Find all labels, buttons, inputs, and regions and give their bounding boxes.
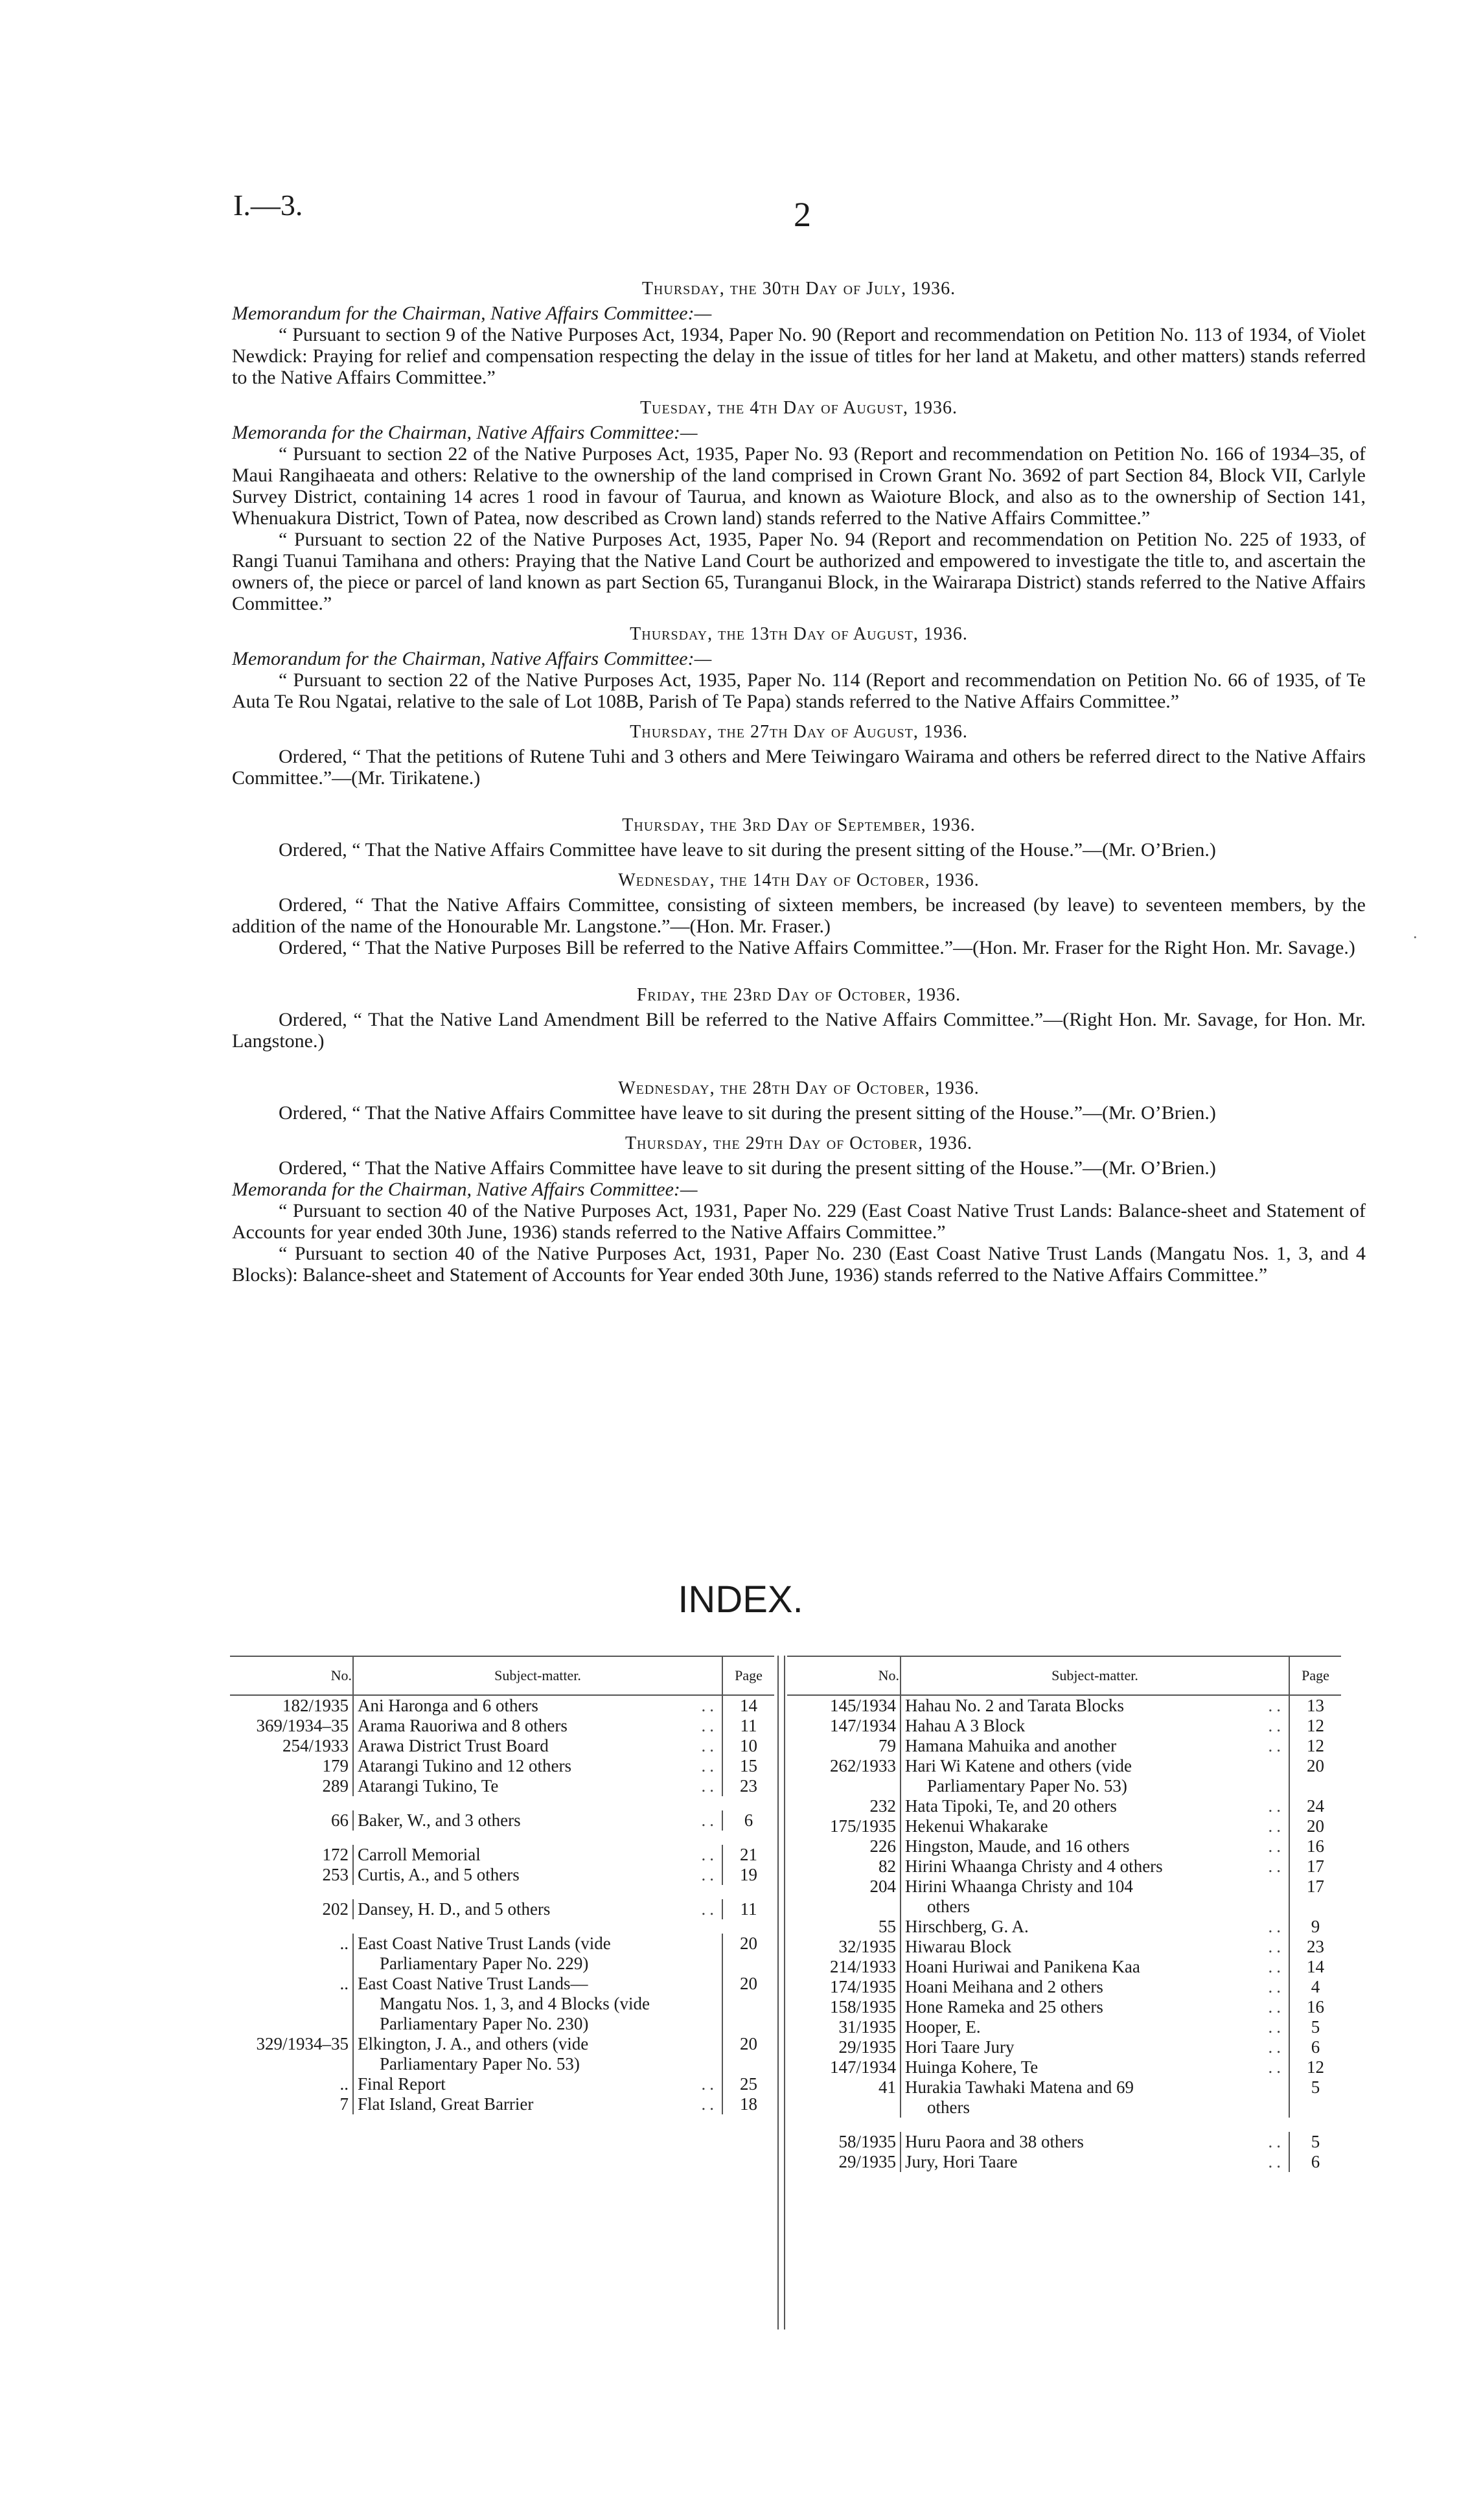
index-row [787,2077,1341,2118]
index-page: 14 [740,1696,757,1715]
index-row [787,1957,1341,1977]
leader-dots: .. [1268,1716,1285,1735]
index-subject [901,1917,1289,1937]
entry-paragraph: Ordered, “ That the Native Affairs Committee have leave to sit during the present sitting of the House.”—(Mr. O’Brien.) [279,1157,1216,1179]
index-subject [353,2094,722,2114]
index-number: 175/1935 [787,1816,901,1836]
index-subject-text: Hoani Huriwai and Panikena Kaa [905,1957,1140,1976]
index-subject-text: Atarangi Tukino, Te [358,1776,499,1796]
leader-dots [588,2034,718,2054]
index-subject-text: Hingston, Maude, and 16 others [905,1836,1130,1856]
index-row [230,1845,774,1865]
index-subject-text: Jury, Hori Taare [905,2152,1018,2171]
index-number: 369/1934–35 [230,1716,353,1736]
index-row [787,1756,1341,1796]
index-subject [901,1856,1289,1877]
index-row [787,2132,1341,2152]
index-subject-text: Hone Rameka and 25 others [905,1997,1103,2017]
leader-dots: .. [701,1899,718,1919]
memorandum-heading: Memorandum for the Chairman, Native Affairs Committee:— [232,648,712,669]
index-page: 16 [1307,1997,1324,2017]
index-subject-text: Hirini Whaanga Christy and 4 others [905,1856,1163,1876]
index-row [787,2017,1341,2037]
index-subject-continuation: others [927,2098,970,2117]
index-subject [353,1934,722,1974]
index-number: 226 [787,1836,901,1856]
day-heading: Thursday, the 3rd Day of September, 1936. [622,815,976,835]
row-spacer [230,1796,774,1810]
index-subject [901,1716,1289,1736]
index-subject [901,1736,1289,1756]
entry-paragraph: “ Pursuant to section 22 of the Native Purposes Act, 1935, Paper No. 94 (Report and recommendation on Petition No. 225 of 1933, of Rangi Tuanui Tamihana and others: Praying that the Native Land Court be authorized and empowered to investigate the title to, and ascertain the owners of, the piece or parcel of land known as part Section 65, Turanganui Block, in the Wairarapa District) stands referred to the Native Affairs Committee.” [232,529,1366,614]
index-subject [901,2152,1289,2172]
index-row [787,1695,1341,1716]
leader-dots: .. [1268,2057,1285,2077]
index-row [787,1736,1341,1756]
index-subject [901,2132,1289,2152]
index-subject-text: Arawa District Trust Board [358,1736,549,1755]
row-spacer [230,1919,774,1934]
index-subject [901,1796,1289,1816]
index-row [230,2034,774,2074]
leader-dots: .. [1268,1856,1285,1876]
leader-dots: .. [701,1776,718,1796]
leader-dots: .. [701,1845,718,1864]
index-subject [353,2034,722,2074]
index-page: 10 [740,1736,757,1755]
index-page: 17 [1307,1856,1324,1876]
leader-dots: .. [1268,1736,1285,1755]
index-page: 5 [1311,2077,1320,2097]
leader-dots: .. [701,1716,718,1735]
leader-dots: .. [701,1736,718,1755]
index-number: 147/1934 [787,2057,901,2077]
index-number: 31/1935 [787,2017,901,2037]
entry-paragraph: Ordered, “ That the Native Land Amendment Bill be referred to the Native Affairs Committee.”—(Right Hon. Mr. Savage, for Hon. Mr. Langstone.) [232,1009,1366,1052]
index-subject-text: Elkington, J. A., and others (vide [358,2034,589,2053]
index-row [787,1917,1341,1937]
memorandum-heading: Memoranda for the Chairman, Native Affairs Committee:— [232,1179,698,1200]
leader-dots: .. [1268,2017,1285,2037]
entry-paragraph: “ Pursuant to section 40 of the Native Purposes Act, 1931, Paper No. 229 (East Coast Native Trust Lands: Balance-sheet and Statement of Accounts for year ended 30th June, 1936) stands referred to the Native Affairs Committee.” [232,1200,1366,1243]
margin-mark: · [1412,928,1418,947]
index-page: 21 [740,1845,757,1864]
entry-paragraph: Ordered, “ That the Native Affairs Committee have leave to sit during the present sitting of the House.”—(Mr. O’Brien.) [279,839,1216,861]
leader-dots: .. [1268,2132,1285,2151]
row-spacer [230,1831,774,1845]
leader-dots: .. [701,2094,718,2114]
index-subject-text: Hekenui Whakarake [905,1816,1048,1836]
index-subject-text: Hiwarau Block [905,1937,1012,1956]
index-number: 29/1935 [787,2037,901,2057]
index-row [230,1810,774,1831]
index-page: 6 [744,1810,753,1830]
index-subject-continuation: Parliamentary Paper No. 53) [927,1776,1127,1796]
day-heading: Thursday, the 13th Day of August, 1936. [630,624,968,644]
index-subject [901,1836,1289,1856]
column-header-subject: Subject-matter. [353,1656,722,1695]
index-page: 6 [1311,2037,1320,2057]
index-number: 254/1933 [230,1736,353,1756]
day-heading: Wednesday, the 28th Day of October, 1936. [618,1078,980,1098]
index-subject [901,1816,1289,1836]
index-page: 25 [740,2074,757,2094]
entry-paragraph: “ Pursuant to section 22 of the Native Purposes Act, 1935, Paper No. 93 (Report and recommendation on Petition No. 166 of 1934–35, of Maui Rangihaeata and others: Relative to the ownership of the land comprised in Crown Grant No. 3692 of part Section 84, Block VII, Carlyle Survey District, containing 14 acres 1 rood in favour of Taurua, and known as Waioture Block, and also as to the ownership of Section 141, Whenuakura District, Town of Patea, now described as Crown land) stands referred to the Native Affairs Committee.” [232,443,1366,529]
index-number: 29/1935 [787,2152,901,2172]
index-subject [901,1997,1289,2017]
leader-dots: .. [1268,1836,1285,1856]
index-page: 19 [740,1865,757,1884]
index-page: 17 [1307,1877,1324,1896]
index-subject-text: Huinga Kohere, Te [905,2057,1039,2077]
index-row [787,1856,1341,1877]
index-subject-text: East Coast Native Trust Lands (vide [358,1934,611,1953]
index-subject [353,1776,722,1796]
index-subject [353,1865,722,1885]
index-subject [901,1695,1289,1716]
index-subject-text: Dansey, H. D., and 5 others [358,1899,551,1919]
index-subject-text: Hata Tipoki, Te, and 20 others [905,1796,1117,1816]
leader-dots: .. [1268,1696,1285,1715]
index-number: 182/1935 [230,1695,353,1716]
index-page: 5 [1311,2132,1320,2151]
index-left-rows [230,1695,774,2114]
index-number: 329/1934–35 [230,2034,353,2074]
index-title: INDEX. [678,1578,803,1621]
index-page: 5 [1311,2017,1320,2037]
index-row [230,1899,774,1919]
page-number: 2 [794,195,811,234]
index-row [230,1865,774,1885]
index-number: 82 [787,1856,901,1877]
index-number: 179 [230,1756,353,1776]
index-row [230,1716,774,1736]
day-heading: Friday, the 23rd Day of October, 1936. [636,985,961,1005]
index-subject [353,1695,722,1716]
index-table-left [230,1656,774,2114]
index-row [230,1776,774,1796]
index-number: 66 [230,1810,353,1831]
index-number: 7 [230,2094,353,2114]
index-subject [901,2077,1289,2118]
index-row [787,1997,1341,2017]
day-heading: Thursday, the 29th Day of October, 1936. [625,1133,973,1153]
column-header-page: Page [722,1656,774,1695]
index-subject-text: Hahau No. 2 and Tarata Blocks [905,1696,1125,1715]
leader-dots: .. [1268,2037,1285,2057]
index-number: 232 [787,1796,901,1816]
document-reference: I.—3. [233,189,303,222]
leader-dots [588,1974,718,1994]
day-heading: Wednesday, the 14th Day of October, 1936. [618,870,980,890]
leader-dots [1133,1877,1285,1897]
leader-dots: .. [1268,1957,1285,1976]
leader-dots [1132,1756,1285,1776]
index-subject [901,2017,1289,2037]
index-number: 145/1934 [787,1695,901,1716]
column-header-no: No. [230,1656,353,1695]
index-page: 14 [1307,1957,1324,1976]
index-subject-continuation: others [927,1897,970,1916]
entry-paragraph: Ordered, “ That the Native Purposes Bill be referred to the Native Affairs Committee.”—(Hon. Mr. Fraser for the Right Hon. Mr. Savage.) [279,937,1355,958]
index-subject-text: Hori Taare Jury [905,2037,1015,2057]
index-subject-text: Hooper, E. [905,2017,981,2037]
index-row [787,2037,1341,2057]
index-right-rows [787,1695,1341,2172]
journal-entries [232,269,1366,1286]
entry-paragraph: “ Pursuant to section 9 of the Native Purposes Act, 1934, Paper No. 90 (Report and recommendation on Petition No. 113 of 1934, of Violet Newdick: Praying for relief and compensation respecting the delay in the issue of titles for her land at Maketu, and other matters) stands referred to the Native Affairs Committee.” [232,324,1366,388]
index-page: 20 [1307,1756,1324,1775]
index-row [787,2057,1341,2077]
index-page: 20 [740,1974,757,1993]
index-number: 204 [787,1877,901,1917]
index-page: 20 [1307,1816,1324,1836]
index-row [787,2152,1341,2172]
index-subject-text: Huru Paora and 38 others [905,2132,1084,2151]
index-number: 147/1934 [787,1716,901,1736]
row-spacer [787,2118,1341,2132]
index-number: .. [230,2074,353,2094]
index-subject [353,1974,722,2034]
leader-dots: .. [701,1865,718,1884]
index-page: 20 [740,1934,757,1953]
index-number: 41 [787,2077,901,2118]
index-number: 58/1935 [787,2132,901,2152]
index-subject-text: Atarangi Tukino and 12 others [358,1756,571,1775]
leader-dots: .. [701,1810,718,1830]
leader-dots: .. [701,1696,718,1715]
index-number: 172 [230,1845,353,1865]
index-number: 174/1935 [787,1977,901,1997]
entry-paragraph: “ Pursuant to section 22 of the Native Purposes Act, 1935, Paper No. 114 (Report and recommendation on Petition No. 66 of 1935, of Te Auta Te Rou Ngatai, relative to the sale of Lot 108B, Parish of Te Papa) stands referred to the Native Affairs Committee.” [232,669,1366,712]
index-row [787,1816,1341,1836]
index-number: 79 [787,1736,901,1756]
index-row [787,1977,1341,1997]
leader-dots: .. [1268,1997,1285,2017]
entry-paragraph: Ordered, “ That the Native Affairs Committee have leave to sit during the present sitting of the House.”—(Mr. O’Brien.) [279,1102,1216,1124]
index-subject-text: Hoani Meihana and 2 others [905,1977,1103,1996]
day-heading: Tuesday, the 4th Day of August, 1936. [639,398,958,418]
day-heading: Thursday, the 30th Day of July, 1936. [641,279,956,299]
index-subject-text: Hirschberg, G. A. [905,1917,1029,1936]
index-subject-text: Carroll Memorial [358,1845,481,1864]
leader-dots: .. [1268,1977,1285,1996]
column-header-page: Page [1289,1656,1341,1695]
leader-dots: .. [701,2074,718,2094]
column-header-subject: Subject-matter. [901,1656,1289,1695]
index-page: 4 [1311,1977,1320,1996]
index-subject-text: East Coast Native Trust Lands— [358,1974,588,1993]
index-subject [353,1736,722,1756]
index-subject-text: Final Report [358,2074,446,2094]
index-subject [901,2037,1289,2057]
memorandum-heading: Memoranda for the Chairman, Native Affairs Committee:— [232,422,698,443]
index-subject-text: Baker, W., and 3 others [358,1810,521,1830]
index-row [787,1836,1341,1856]
index-row [230,2094,774,2114]
index-subject [353,1810,722,1831]
index-subject-text: Hamana Mahuika and another [905,1736,1117,1755]
day-heading: Thursday, the 27th Day of August, 1936. [630,722,968,742]
index-subject [901,2057,1289,2077]
index-page: 12 [1307,2057,1324,2077]
index-subject-text: Hirini Whaanga Christy and 104 [905,1877,1133,1896]
index-subject-text: Ani Haronga and 6 others [358,1696,538,1715]
index-subject-text: Flat Island, Great Barrier [358,2094,534,2114]
index-subject [353,1716,722,1736]
index-number: 289 [230,1776,353,1796]
index-subject [353,1845,722,1865]
index-subject [353,2074,722,2094]
index-page: 24 [1307,1796,1324,1816]
index-subject [901,1977,1289,1997]
column-divider [777,1656,785,2329]
index-page: 16 [1307,1836,1324,1856]
index-subject-text: Curtis, A., and 5 others [358,1865,520,1884]
index-subject [353,1756,722,1776]
entry-paragraph: Ordered, “ That the Native Affairs Committee, consisting of sixteen members, be increased (by leave) to seventeen members, by the addition of the name of the Honourable Mr. Langstone.”—(Hon. Mr. Fraser.) [232,894,1366,937]
index-number: 32/1935 [787,1937,901,1957]
index-subject [901,1756,1289,1796]
index-subject-continuation: Parliamentary Paper No. 229) [380,1954,589,1973]
index-page: 11 [740,1716,757,1735]
index-page: 12 [1307,1716,1324,1735]
index-subject [901,1937,1289,1957]
index-row [230,1695,774,1716]
index-subject [901,1957,1289,1977]
index-row [230,1974,774,2034]
index-row [787,1877,1341,1917]
index-subject-text: Hahau A 3 Block [905,1716,1026,1735]
index-number: 158/1935 [787,1997,901,2017]
index-number: 253 [230,1865,353,1885]
index-table-right [787,1656,1341,2172]
index-page: 23 [1307,1937,1324,1956]
index-page: 23 [740,1776,757,1796]
entry-paragraph: Ordered, “ That the petitions of Rutene Tuhi and 3 others and Mere Teiwingaro Wairama and others be referred direct to the Native Affairs Committee.”—(Mr. Tirikatene.) [232,746,1366,789]
index-row [787,1937,1341,1957]
index-page: 6 [1311,2152,1320,2171]
index-row [230,1934,774,1974]
index-page: 15 [740,1756,757,1775]
index-number: 214/1933 [787,1957,901,1977]
leader-dots: .. [1268,2152,1285,2171]
index-number: .. [230,1974,353,2034]
index-page: 18 [740,2094,757,2114]
entry-paragraph: “ Pursuant to section 40 of the Native Purposes Act, 1931, Paper No. 230 (East Coast Native Trust Lands (Mangatu Nos. 1, 3, and 4 Blocks): Balance-sheet and Statement of Accounts for Year ended 30th June, 1936) stands referred to the Native Affairs Committee.” [232,1243,1366,1286]
index-number: 55 [787,1917,901,1937]
index-row [230,2074,774,2094]
index-page: 12 [1307,1736,1324,1755]
index-number: .. [230,1934,353,1974]
index-subject-continuation: Parliamentary Paper No. 53) [380,2054,580,2074]
index-row [787,1716,1341,1736]
index-page: 13 [1307,1696,1324,1715]
row-spacer [230,1885,774,1899]
index-number: 202 [230,1899,353,1919]
index-page: 20 [740,2034,757,2053]
index-number: 262/1933 [787,1756,901,1796]
leader-dots [611,1934,718,1954]
leader-dots: .. [1268,1917,1285,1936]
index-subject-text: Arama Rauoriwa and 8 others [358,1716,568,1735]
index-subject-text: Hari Wi Katene and others (vide [905,1756,1132,1775]
leader-dots: .. [1268,1937,1285,1956]
index-subject-text: Hurakia Tawhaki Matena and 69 [905,2077,1134,2097]
leader-dots: .. [1268,1796,1285,1816]
index-row [230,1756,774,1776]
leader-dots [1134,2077,1285,2098]
index-page: 9 [1311,1917,1320,1936]
leader-dots: .. [1268,1816,1285,1836]
index-subject-continuation: Mangatu Nos. 1, 3, and 4 Blocks (vide Parliamentary Paper No. 230) [380,1994,650,2033]
index-row [230,1736,774,1756]
leader-dots: .. [701,1756,718,1775]
index-subject [353,1899,722,1919]
index-subject [901,1877,1289,1917]
index-page: 11 [740,1899,757,1919]
memorandum-heading: Memorandum for the Chairman, Native Affairs Committee:— [232,303,712,324]
column-header-no: No. [787,1656,901,1695]
index-row [787,1796,1341,1816]
